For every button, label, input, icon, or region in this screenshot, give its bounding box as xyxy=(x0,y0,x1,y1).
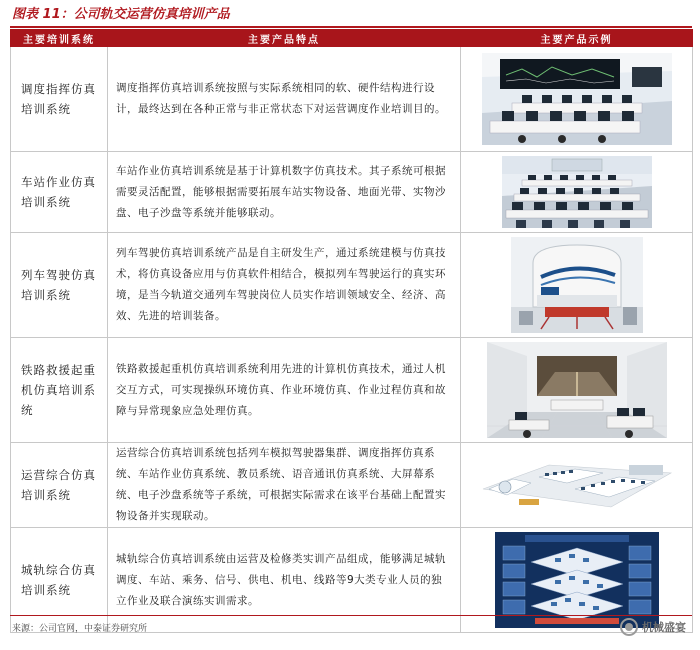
features-cell: 调度指挥仿真培训系统按照与实际系统相同的软、硬件结构进行设计，最终达到在各种正常与非正常状态下对运营调度作业培训目的。 xyxy=(108,47,461,152)
header-features: 主要产品特点 xyxy=(108,30,461,47)
table-row xyxy=(11,338,693,443)
bottom-rule xyxy=(10,615,692,616)
header-examples: 主要产品示例 xyxy=(461,30,693,47)
table-row xyxy=(11,528,693,633)
urban-rail-training-system-poster xyxy=(495,532,659,628)
system-name-cell: 调度指挥仿真培训系统 xyxy=(11,47,108,152)
table-header-row xyxy=(11,30,693,47)
product-table xyxy=(10,29,693,633)
system-name-cell: 车站作业仿真培训系统 xyxy=(11,152,108,233)
dispatch-room-photo xyxy=(482,53,672,145)
table-row xyxy=(11,47,693,152)
wechat-logo-icon xyxy=(620,618,638,636)
watermark xyxy=(620,618,686,636)
source-note: 来源：公司官网，中泰证券研究所 xyxy=(12,624,148,634)
features-cell: 列车驾驶仿真培训系统产品是自主研发生产，通过系统建模与仿真技术，将仿真设备应用与仿真软件相结合，模拟列车驾驶运行的真实环境，是当今轨道交通列车驾驶岗位人员实作培训领域安全、经济、高效、先进的培训装备。 xyxy=(108,233,461,338)
system-name-cell: 列车驾驶仿真培训系统 xyxy=(11,233,108,338)
crane-simulator-room-photo xyxy=(487,342,667,438)
features-cell: 铁路救援起重机仿真培训系统利用先进的计算机仿真技术，通过人机交互方式，可实现操纵环境仿真、作业环境仿真、作业过程仿真和故障与异常现象应急处理仿真。 xyxy=(108,338,461,443)
table-row xyxy=(11,233,693,338)
title-rule xyxy=(10,26,692,28)
station-training-room-photo xyxy=(502,156,652,228)
train-simulator-photo xyxy=(511,237,643,333)
figure-title: 图表 11：公司轨交运营仿真培训产品 xyxy=(12,7,230,22)
system-name-cell: 铁路救援起重机仿真培训系统 xyxy=(11,338,108,443)
system-name-cell: 城轨综合仿真培训系统 xyxy=(11,528,108,633)
header-system: 主要培训系统 xyxy=(11,30,108,47)
table-row xyxy=(11,443,693,528)
table-row xyxy=(11,152,693,233)
features-cell: 城轨综合仿真培训系统由运营及检修类实训产品组成，能够满足城轨调度、车站、乘务、信号、供电、机电、线路等9大类专业人员的独立作业及联合演练实训需求。 xyxy=(108,528,461,633)
features-cell: 运营综合仿真培训系统包括列车模拟驾驶器集群、调度指挥仿真系统、车站作业仿真系统、教员系统、语音通讯仿真系统、大屏幕系统、电子沙盘系统等子系统，可根据实际需求在该平台基础上配置实物设备并实现联动。 xyxy=(108,443,461,528)
watermark-text: 机械盛宴 xyxy=(642,621,686,634)
features-cell: 车站作业仿真培训系统是基于计算机数字仿真技术。其子系统可根据需要灵活配置，能够根据需要拓展车站实物设备、地面光带、实物沙盘、电子沙盘等系统并能够联动。 xyxy=(108,152,461,233)
system-name-cell: 运营综合仿真培训系统 xyxy=(11,443,108,528)
integrated-operations-layout-render xyxy=(479,459,675,511)
